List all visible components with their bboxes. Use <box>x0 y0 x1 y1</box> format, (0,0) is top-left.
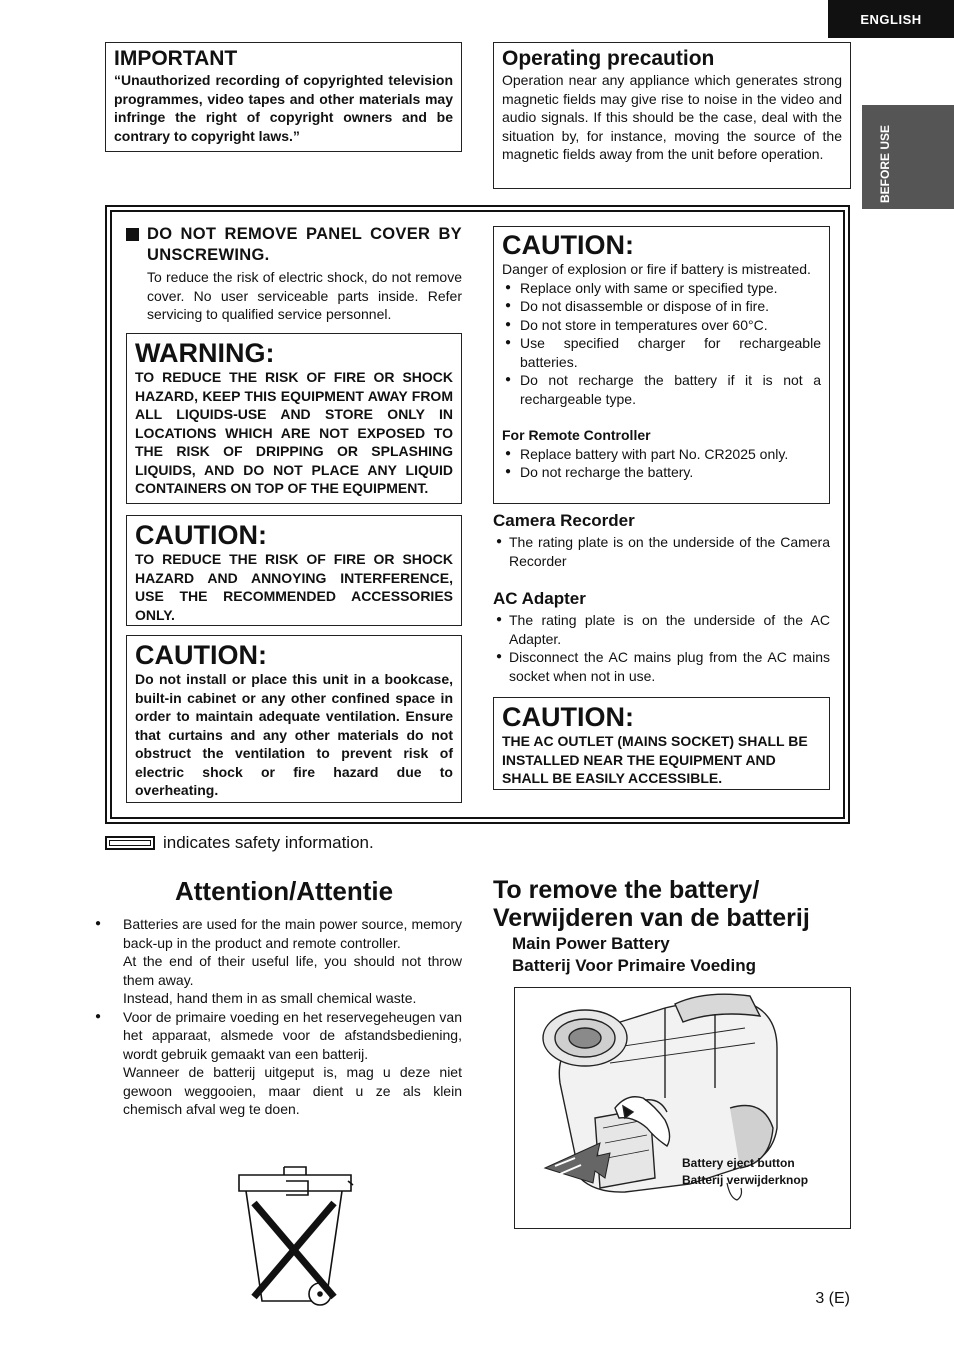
ac-adapter-list <box>493 611 830 685</box>
remote-controller-title: For Remote Controller <box>502 427 651 443</box>
safety-note <box>105 833 374 853</box>
bullet-icon: ● <box>95 918 102 929</box>
operating-precaution-box <box>493 42 851 189</box>
attention-item2-para1: Voor de primaire voeding en het reservegeheugen van het apparaat, alsmede voor de afstandsbediening, wordt gebruik gemaakt van een batterij. <box>123 1008 462 1062</box>
attention-text <box>95 915 462 1119</box>
operating-precaution-text: Operation near any appliance which generates strong magnetic fields may give rise to noise in the video and audio signals. If this should be the case, deal with the situation by, for instance, moving the source of the magnetic fields away from the unit before operation. <box>502 72 842 162</box>
caution-accessories-title: CAUTION: <box>135 520 267 550</box>
remove-battery-title <box>493 876 810 932</box>
language-tab: ENGLISH <box>828 0 954 38</box>
battery-eject-label-nl: Batterij verwijderknop <box>682 1173 809 1187</box>
caution-outlet-text: THE AC OUTLET (MAINS SOCKET) SHALL BE INSTALLED NEAR THE EQUIPMENT AND SHALL BE EASILY ACCESSIBLE. <box>502 733 808 786</box>
caution-accessories-text: TO REDUCE THE RISK OF FIRE OR SHOCK HAZARD AND ANNOYING INTERFERENCE, USE THE RECOMMENDED ACCESSORIES ONLY. <box>135 551 453 623</box>
attention-item1-para2: At the end of their useful life, you should not throw them away. <box>123 953 462 988</box>
important-text: “Unauthorized recording of copyrighted television programmes, video tapes and other materials may infringe the right of copyright owners and be contrary to copyright laws.” <box>114 72 453 144</box>
remove-battery-sub2: Batterij Voor Primaire Voeding <box>512 956 757 975</box>
caution-outlet-title: CAUTION: <box>502 702 634 732</box>
remote-controller-list <box>502 445 821 482</box>
list-item: ● Replace only with same or specified type. <box>502 279 821 298</box>
caution-battery-box <box>493 226 830 504</box>
list-item: ● The rating plate is on the underside of the Camera Recorder <box>493 533 830 570</box>
caution-battery-title: CAUTION: <box>502 230 634 260</box>
list-item: ● Use specified charger for rechargeable batteries. <box>502 334 821 371</box>
important-title: IMPORTANT <box>114 47 238 70</box>
caution-accessories-box <box>126 515 462 626</box>
list-item: ● Replace battery with part No. CR2025 only. <box>502 445 821 464</box>
caution-ventilation-title: CAUTION: <box>135 640 267 670</box>
camera-recorder-list <box>493 533 830 570</box>
list-item: ● The rating plate is on the underside of the AC Adapter. <box>493 611 830 648</box>
remove-battery-title-line2: Verwijderen van de batterij <box>493 904 810 932</box>
attention-item1-para1: Batteries are used for the main power source, memory back-up in the product and remote controller. <box>123 916 462 951</box>
list-item: ● Do not disassemble or dispose of in fire. <box>502 297 821 316</box>
panel-cover-title: DO NOT REMOVE PANEL COVER BY UNSCREWING. <box>147 225 462 264</box>
panel-cover-notice <box>126 224 462 324</box>
panel-cover-text: To reduce the risk of electric shock, do not remove cover. No user serviceable parts inside. Refer servicing to qualified service personnel. <box>147 269 462 322</box>
crossed-out-bin-icon <box>236 1163 356 1308</box>
attention-title: Attention/Attentie <box>175 876 394 906</box>
ac-adapter-section <box>493 589 830 685</box>
camera-illustration <box>515 988 850 1228</box>
list-item: ● Do not recharge the battery. <box>502 463 821 482</box>
list-item: ● Disconnect the AC mains plug from the AC mains socket when not in use. <box>493 648 830 685</box>
warning-box <box>126 333 462 504</box>
section-tab-label: BEFORE USE <box>878 124 892 203</box>
warning-title: WARNING: <box>135 338 275 368</box>
battery-eject-label <box>682 1155 808 1189</box>
operating-precaution-title: Operating precaution <box>502 47 715 70</box>
list-item: ● Do not store in temperatures over 60°C. <box>502 316 821 335</box>
attention-item1-para3: Instead, hand them in as small chemical waste. <box>123 990 417 1006</box>
caution-outlet-box <box>493 697 830 790</box>
list-item: ● Do not recharge the battery if it is not a rechargeable type. <box>502 371 821 408</box>
battery-eject-label-en: Battery eject button <box>682 1156 795 1170</box>
safety-frame-icon <box>105 836 155 850</box>
caution-ventilation-text: Do not install or place this unit in a bookcase, built-in cabinet or any other confined space in order to maintain adequate ventilation. Ensure that curtains and any other materials do not obstruct the ventilation to prevent risk of electric shock or fire hazard due to overheating. <box>135 671 453 798</box>
bullet-icon: ● <box>95 1010 102 1022</box>
caution-ventilation-box <box>126 635 462 803</box>
remove-battery-subtitle <box>512 933 756 977</box>
camera-recorder-section <box>493 511 830 570</box>
ac-adapter-title: AC Adapter <box>493 589 586 608</box>
square-bullet-icon <box>126 228 139 241</box>
section-tab <box>862 105 954 209</box>
important-box <box>105 42 462 152</box>
remove-battery-title-line1: To remove the battery/ <box>493 876 760 904</box>
page-number: 3 (E) <box>815 1290 850 1307</box>
warning-text: TO REDUCE THE RISK OF FIRE OR SHOCK HAZARD, KEEP THIS EQUIPMENT AWAY FROM ALL LIQUIDS-USE AND STORE ONLY IN LOCATIONS WHICH ARE NOT EXPOSED TO THE RISK OF DRIPPING OR SPLASHING LIQUIDS, AND DO NOT PLACE ANY LIQUID CONTAINERS ON TOP OF THE EQUIPMENT. <box>135 369 453 496</box>
caution-battery-list <box>502 279 821 409</box>
remove-battery-sub1: Main Power Battery <box>512 934 670 953</box>
battery-illustration-box <box>514 987 851 1229</box>
camera-recorder-title: Camera Recorder <box>493 511 635 530</box>
safety-note-text: indicates safety information. <box>163 833 374 852</box>
caution-battery-intro: Danger of explosion or fire if battery is mistreated. <box>502 261 811 277</box>
attention-item2-para2: Wanneer de batterij uitgeput is, mag u deze niet gewoon weggooien, maar dient u ze als klein chemisch afval weg te doen. <box>123 1064 462 1117</box>
